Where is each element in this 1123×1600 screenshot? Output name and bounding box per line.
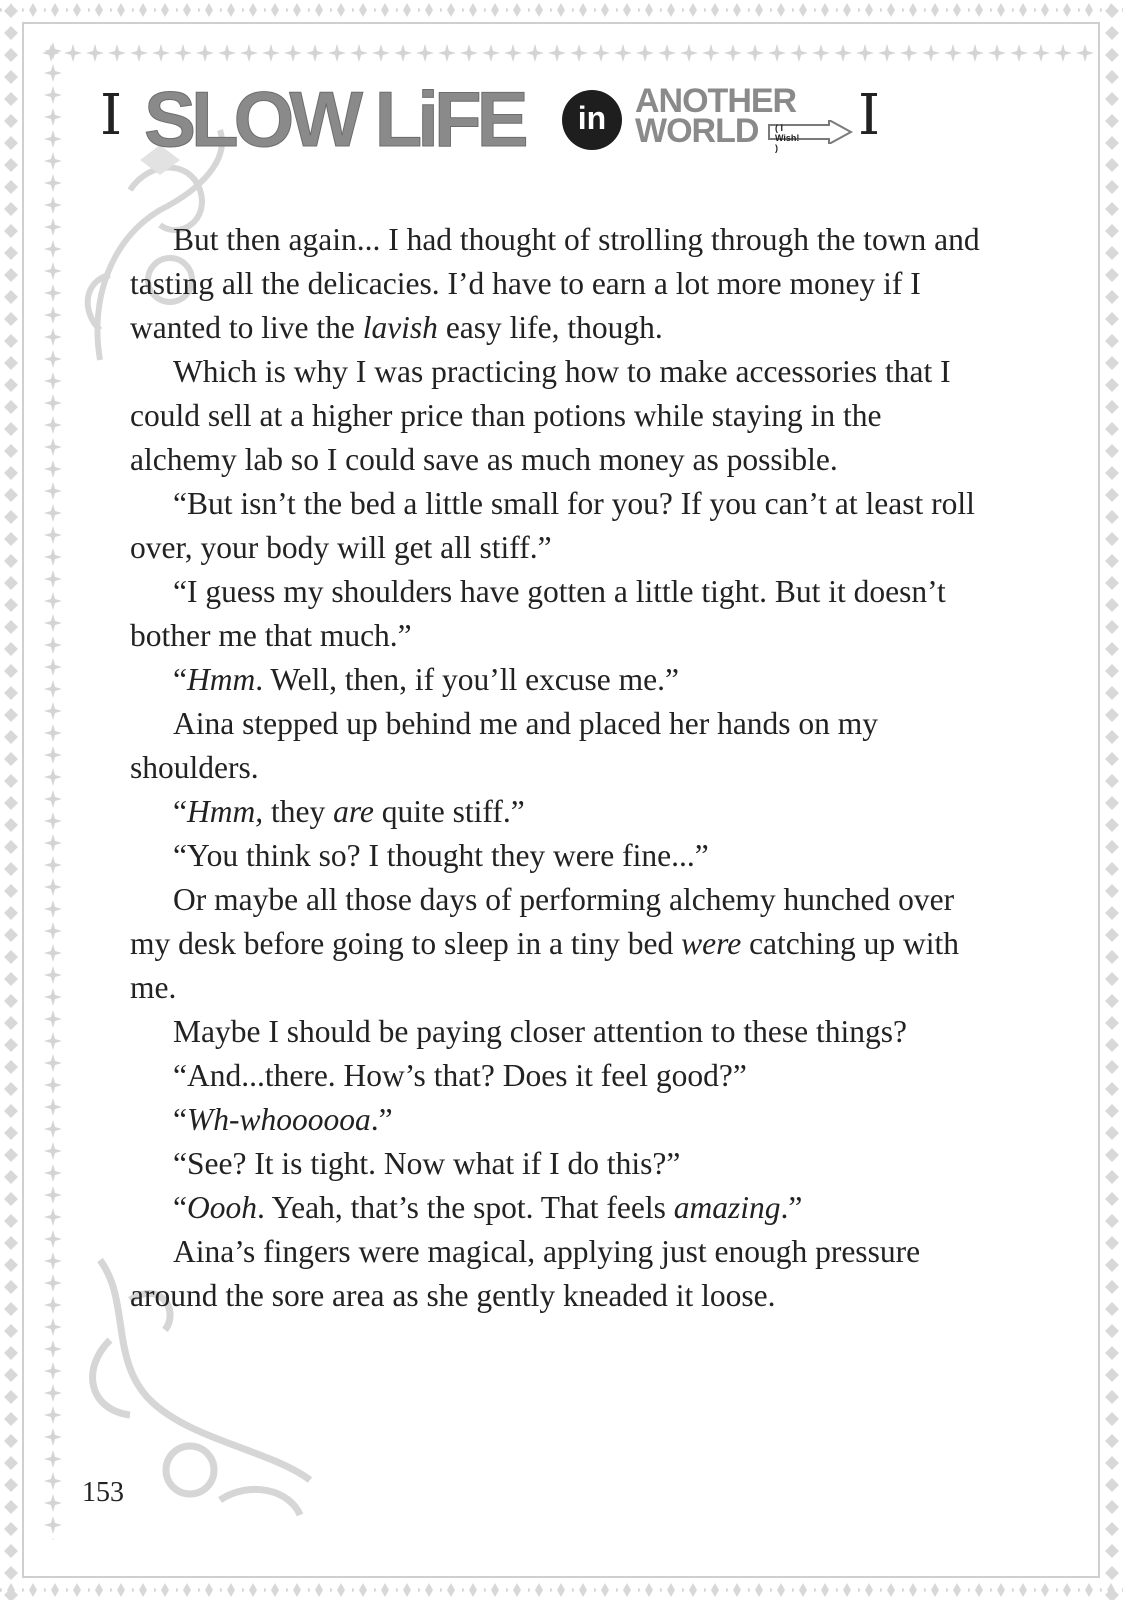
decorative-border-right: [1101, 0, 1123, 1600]
paragraph: “But isn’t the bed a little small for you? If you can’t at least roll over, your body will get all stiff.”: [130, 486, 975, 565]
decorative-border-bottom: [0, 1580, 1123, 1600]
paragraph: “Hmm, they are quite stiff.”: [173, 794, 525, 829]
decorative-border-top: [0, 0, 1123, 20]
logo-another: ANOTHER: [635, 82, 797, 120]
paragraph: “Wh-whoooooa.”: [173, 1102, 393, 1137]
paragraph: Or maybe all those days of performing alchemy hunched over my desk before going to sleep in a tiny bed were catching up with me.: [130, 882, 960, 1005]
logo-bracket-right: I: [858, 83, 881, 148]
body-text: [130, 218, 980, 1318]
logo-slow-life: SLOW LiFE: [144, 75, 524, 163]
paragraph: But then again... I had thought of strolling through the town and tasting all the delicacies. I’d have to earn a lot more money if I wanted to live the lavish easy life, though.: [130, 222, 980, 345]
paragraph: “See? It is tight. Now what if I do this?”: [173, 1146, 681, 1181]
decorative-inner-border-top: [40, 42, 1100, 64]
paragraph: “Hmm. Well, then, if you’ll excuse me.”: [173, 662, 679, 697]
paragraph: Which is why I was practicing how to make accessories that I could sell at a higher price than potions while staying in the alchemy lab so I could save as much money as possible.: [130, 354, 951, 477]
logo-wish-tag: ( I Wish! ): [775, 123, 800, 153]
paragraph: Aina’s fingers were magical, applying just enough pressure around the sore area as she gently kneaded it loose.: [130, 1234, 921, 1313]
logo-bracket-left: I: [100, 83, 123, 148]
logo-world: WORLD: [635, 112, 759, 150]
series-logo-header: [100, 75, 900, 163]
paragraph: “You think so? I thought they were fine...”: [173, 838, 709, 873]
paragraph: Aina stepped up behind me and placed her hands on my shoulders.: [130, 706, 879, 785]
decorative-inner-border-left: [42, 40, 64, 1540]
paragraph: “I guess my shoulders have gotten a little tight. But it doesn’t bother me that much.”: [130, 574, 946, 653]
paragraph: “And...there. How’s that? Does it feel good?”: [173, 1058, 747, 1093]
page-number: 153: [82, 1477, 124, 1508]
paragraph: Maybe I should be paying closer attention to these things?: [173, 1014, 907, 1049]
paragraph: “Oooh. Yeah, that’s the spot. That feels amazing.”: [173, 1190, 803, 1225]
logo-in-badge: in: [562, 90, 622, 150]
decorative-border-left: [0, 0, 22, 1600]
